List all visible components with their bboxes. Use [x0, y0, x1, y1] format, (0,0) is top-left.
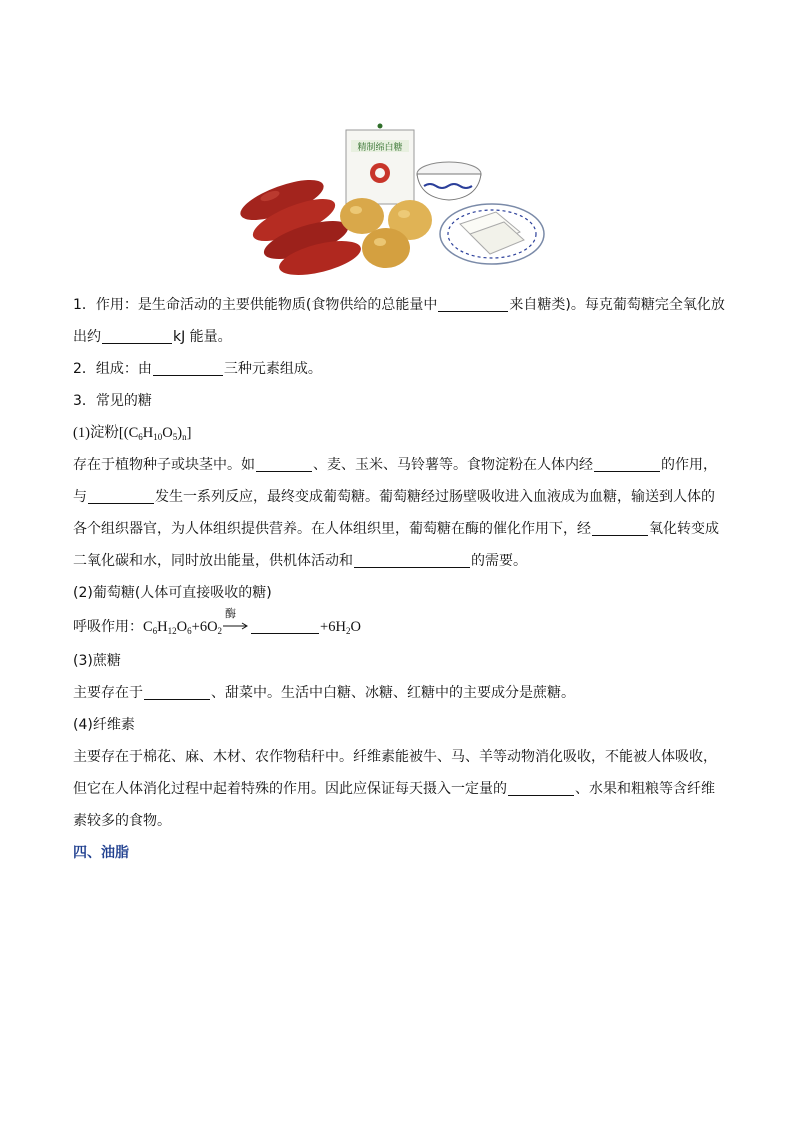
starch-line-2: 与 发生一系列反应，最终变成葡萄糖。葡萄糖经过肠壁吸收进入血液成为血糖，输送到人体的 — [73, 481, 733, 513]
section-3-title: 3．常见的糖 — [73, 393, 152, 409]
respiration-equation: 呼吸作用：$C_6H_{12}O_6+6O_2$ 酶 $+6H_2O$ — [73, 608, 361, 636]
glucose-title: (2)葡萄糖(人体可直接吸收的糖) — [73, 585, 272, 601]
fiber-title: (4)纤维素 — [73, 717, 135, 733]
starch-line-3: 各个组织器官，为人体组织提供营养。在人体组织里，葡萄糖在酶的催化作用下，经 氧化转变成 — [73, 513, 733, 545]
answer-blank-fiber-food[interactable] — [508, 778, 574, 796]
answer-blank-sucrose-source[interactable] — [144, 682, 210, 700]
starch-line-1: 存在于植物种子或块茎中。如 、麦、玉米、马铃薯等。食物淀粉在人体内经 的作用， — [73, 449, 733, 481]
section-4-heading: 四、油脂 — [73, 845, 129, 861]
answer-blank-product[interactable] — [251, 616, 319, 634]
sucrose-title: (3)蔗糖 — [73, 653, 121, 669]
rice-bowl-icon — [417, 162, 481, 200]
answer-blank-elements[interactable] — [153, 358, 223, 376]
starch-title: (1)淀粉$[(C_6H_{10}O_5)_n]$ — [73, 425, 192, 442]
answer-blank-reactant[interactable] — [88, 486, 154, 504]
answer-blank-energy-value[interactable] — [102, 326, 172, 344]
food-illustration — [234, 116, 550, 282]
sugar-bag-label: 精制绵白糖 — [357, 143, 403, 153]
section-1-line-1: 1．作用：是生命活动的主要供能物质(食物供给的总能量中 来自糖类)。每克葡萄糖完全氧化放 — [73, 289, 733, 321]
starch-line-4: 二氧化碳和水，同时放出能量，供机体活动和 的需要。 — [73, 545, 733, 577]
fiber-line-1: 主要存在于棉花、麻、木材、农作物秸秆中。纤维素能被牛、马、羊等动物消化吸收，不能被人体吸收， — [73, 749, 717, 765]
section-2-line: 2．组成：由 三种元素组成。 — [73, 353, 733, 385]
fiber-line-2: 但它在人体消化过程中起着特殊的作用。因此应保证每天摄入一定量的 、水果和粗粮等含纤维 — [73, 773, 733, 805]
tofu-plate-icon — [440, 204, 544, 264]
section-1-line-2: 出约 kJ 能量。 — [73, 321, 733, 353]
sucrose-line-1: 主要存在于 、甜菜中。生活中白糖、冰糖、红糖中的主要成分是蔗糖。 — [73, 677, 733, 709]
answer-blank-oxidation[interactable] — [592, 518, 648, 536]
answer-blank-digestion[interactable] — [594, 454, 660, 472]
answer-blank-energy-share[interactable] — [438, 294, 508, 312]
answer-blank-starch-example[interactable] — [256, 454, 312, 472]
arrow-right-icon — [223, 622, 249, 630]
enzyme-label: 酶 — [225, 608, 237, 620]
sugar-bag-icon — [346, 124, 414, 205]
enzyme-arrow — [223, 608, 249, 633]
document-body — [73, 289, 733, 869]
carbohydrate-foods-image — [234, 116, 550, 282]
answer-blank-body-temperature[interactable] — [354, 550, 470, 568]
fiber-line-3: 素较多的食物。 — [73, 813, 171, 829]
